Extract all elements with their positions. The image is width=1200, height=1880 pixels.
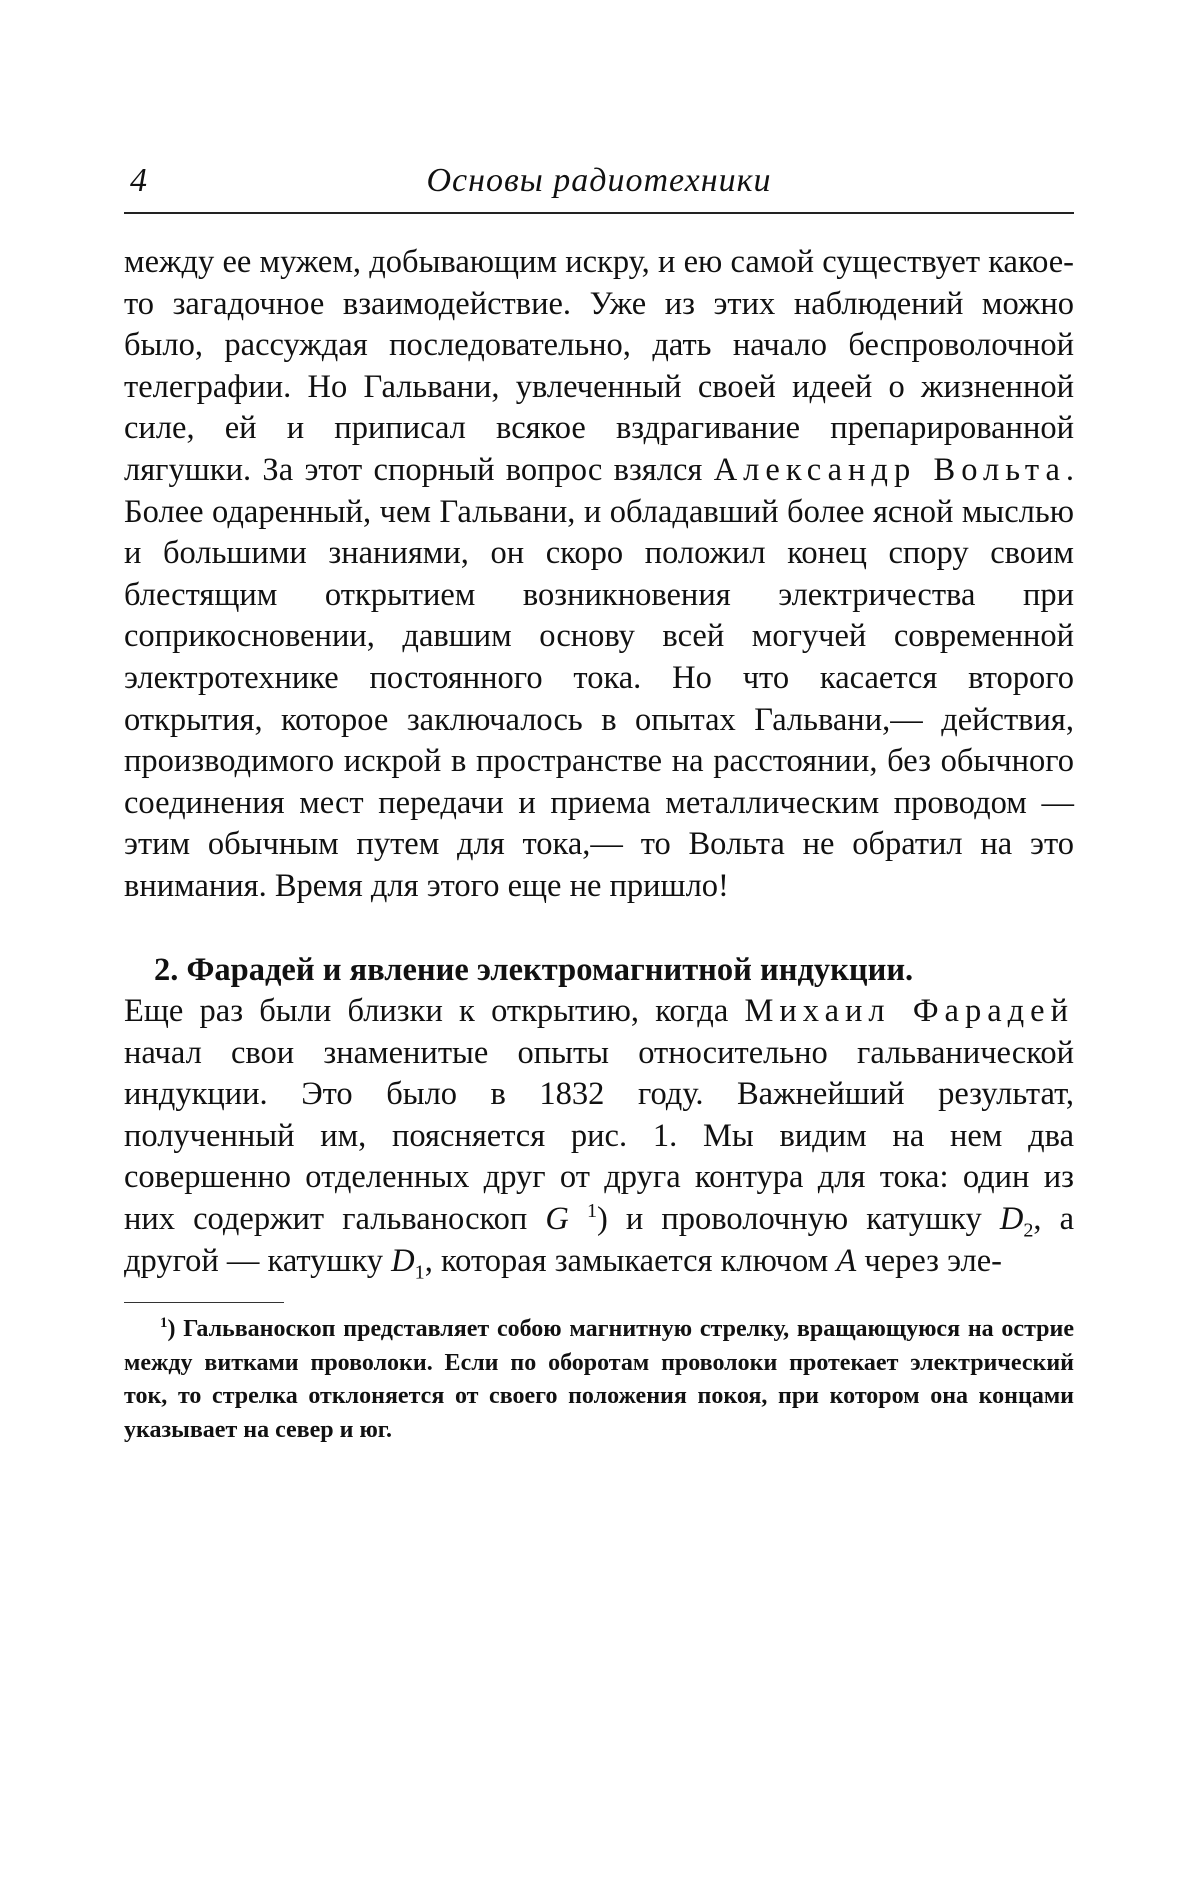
header-rule — [124, 212, 1074, 214]
paragraph-volta-part1: между ее мужем, добывающим искру, и ею самой существует какое-то загадочное взаимодействие. Уже из этих наблюдений можно было, рассуждая последовательно, дать начало беспроволочной телеграфии. Но Гальвани, увлеченный своей идеей о жизненной силе, ей и приписал всякое вздрагивание препарированной лягушки. За этот спорный вопрос взялся — [124, 244, 1074, 488]
name-faraday: Михаил Фарадей — [744, 993, 1075, 1030]
book-page — [124, 160, 1074, 1447]
var-d1: D — [391, 1242, 415, 1279]
paragraph-faraday-part4: , а другой — катушку — [124, 1201, 1075, 1279]
name-volta: Александр Вольта — [713, 451, 1066, 488]
sub-2: 2 — [1023, 1219, 1034, 1242]
section-heading: 2. Фарадей и явление электромагнитной индукции. — [154, 951, 914, 988]
paragraph-faraday — [124, 991, 1074, 1282]
footnote-text: ) Гальваноскоп представляет собою магнитную стрелку, вращающуюся на острие между витками проволоки. Если по оборотам проволоки протекает электрический ток, то стрелка отклоняется от своего положения покоя, при котором она концами указывает на север и юг. — [124, 1316, 1074, 1443]
paragraph-faraday-part6: через эле- — [864, 1242, 1002, 1279]
running-head — [124, 160, 1074, 212]
var-g: G — [545, 1201, 569, 1238]
var-a: A — [836, 1242, 857, 1279]
paragraph-faraday-part2: начал свои знаменитые опыты относительно гальванической индукции. Это было в 1832 году. Важнейший результат, полученный им, поясняется рис. 1. Мы видим на нем два совершенно отделенных друг от друга контура для тока: один из них содержит гальваноскоп — [124, 1034, 1074, 1238]
sub-1: 1 — [414, 1261, 425, 1284]
paragraph-faraday-part5: , которая замыкается ключом — [424, 1242, 829, 1279]
footnote-marker: 1 — [160, 1315, 168, 1332]
paragraph-volta-part2: . Более одаренный, чем Гальвани, и обладавший более ясной мыслью и большими знаниями, он скоро положил конец спору своим блестящим открытием возникновения электричества при соприкосновении, давшим основу всей могучей современной электротехнике постоянного тока. Но что касается второго открытия, которое заключалось в опытах Гальвани,— действия, производимого искрой в пространстве на расстоянии, без обычного соединения мест передачи и приема металлическим проводом — этим обычным путем для тока,— то Вольта не обратил на это внимания. Время для этого еще не пришло! — [124, 451, 1075, 904]
footnote — [124, 1313, 1074, 1447]
var-d2: D — [999, 1201, 1024, 1238]
book-title: Основы радиотехники — [426, 162, 772, 199]
paragraph-volta — [124, 242, 1074, 908]
footnote-ref: 1 — [586, 1200, 598, 1223]
paragraph-faraday-part1: Еще раз были близки к открытию, когда — [124, 993, 729, 1030]
body-text — [124, 242, 1074, 1282]
page-number: 4 — [130, 162, 147, 199]
footnote-rule — [124, 1302, 284, 1303]
paragraph-faraday-part3: ) и проволочную катушку — [597, 1201, 982, 1238]
